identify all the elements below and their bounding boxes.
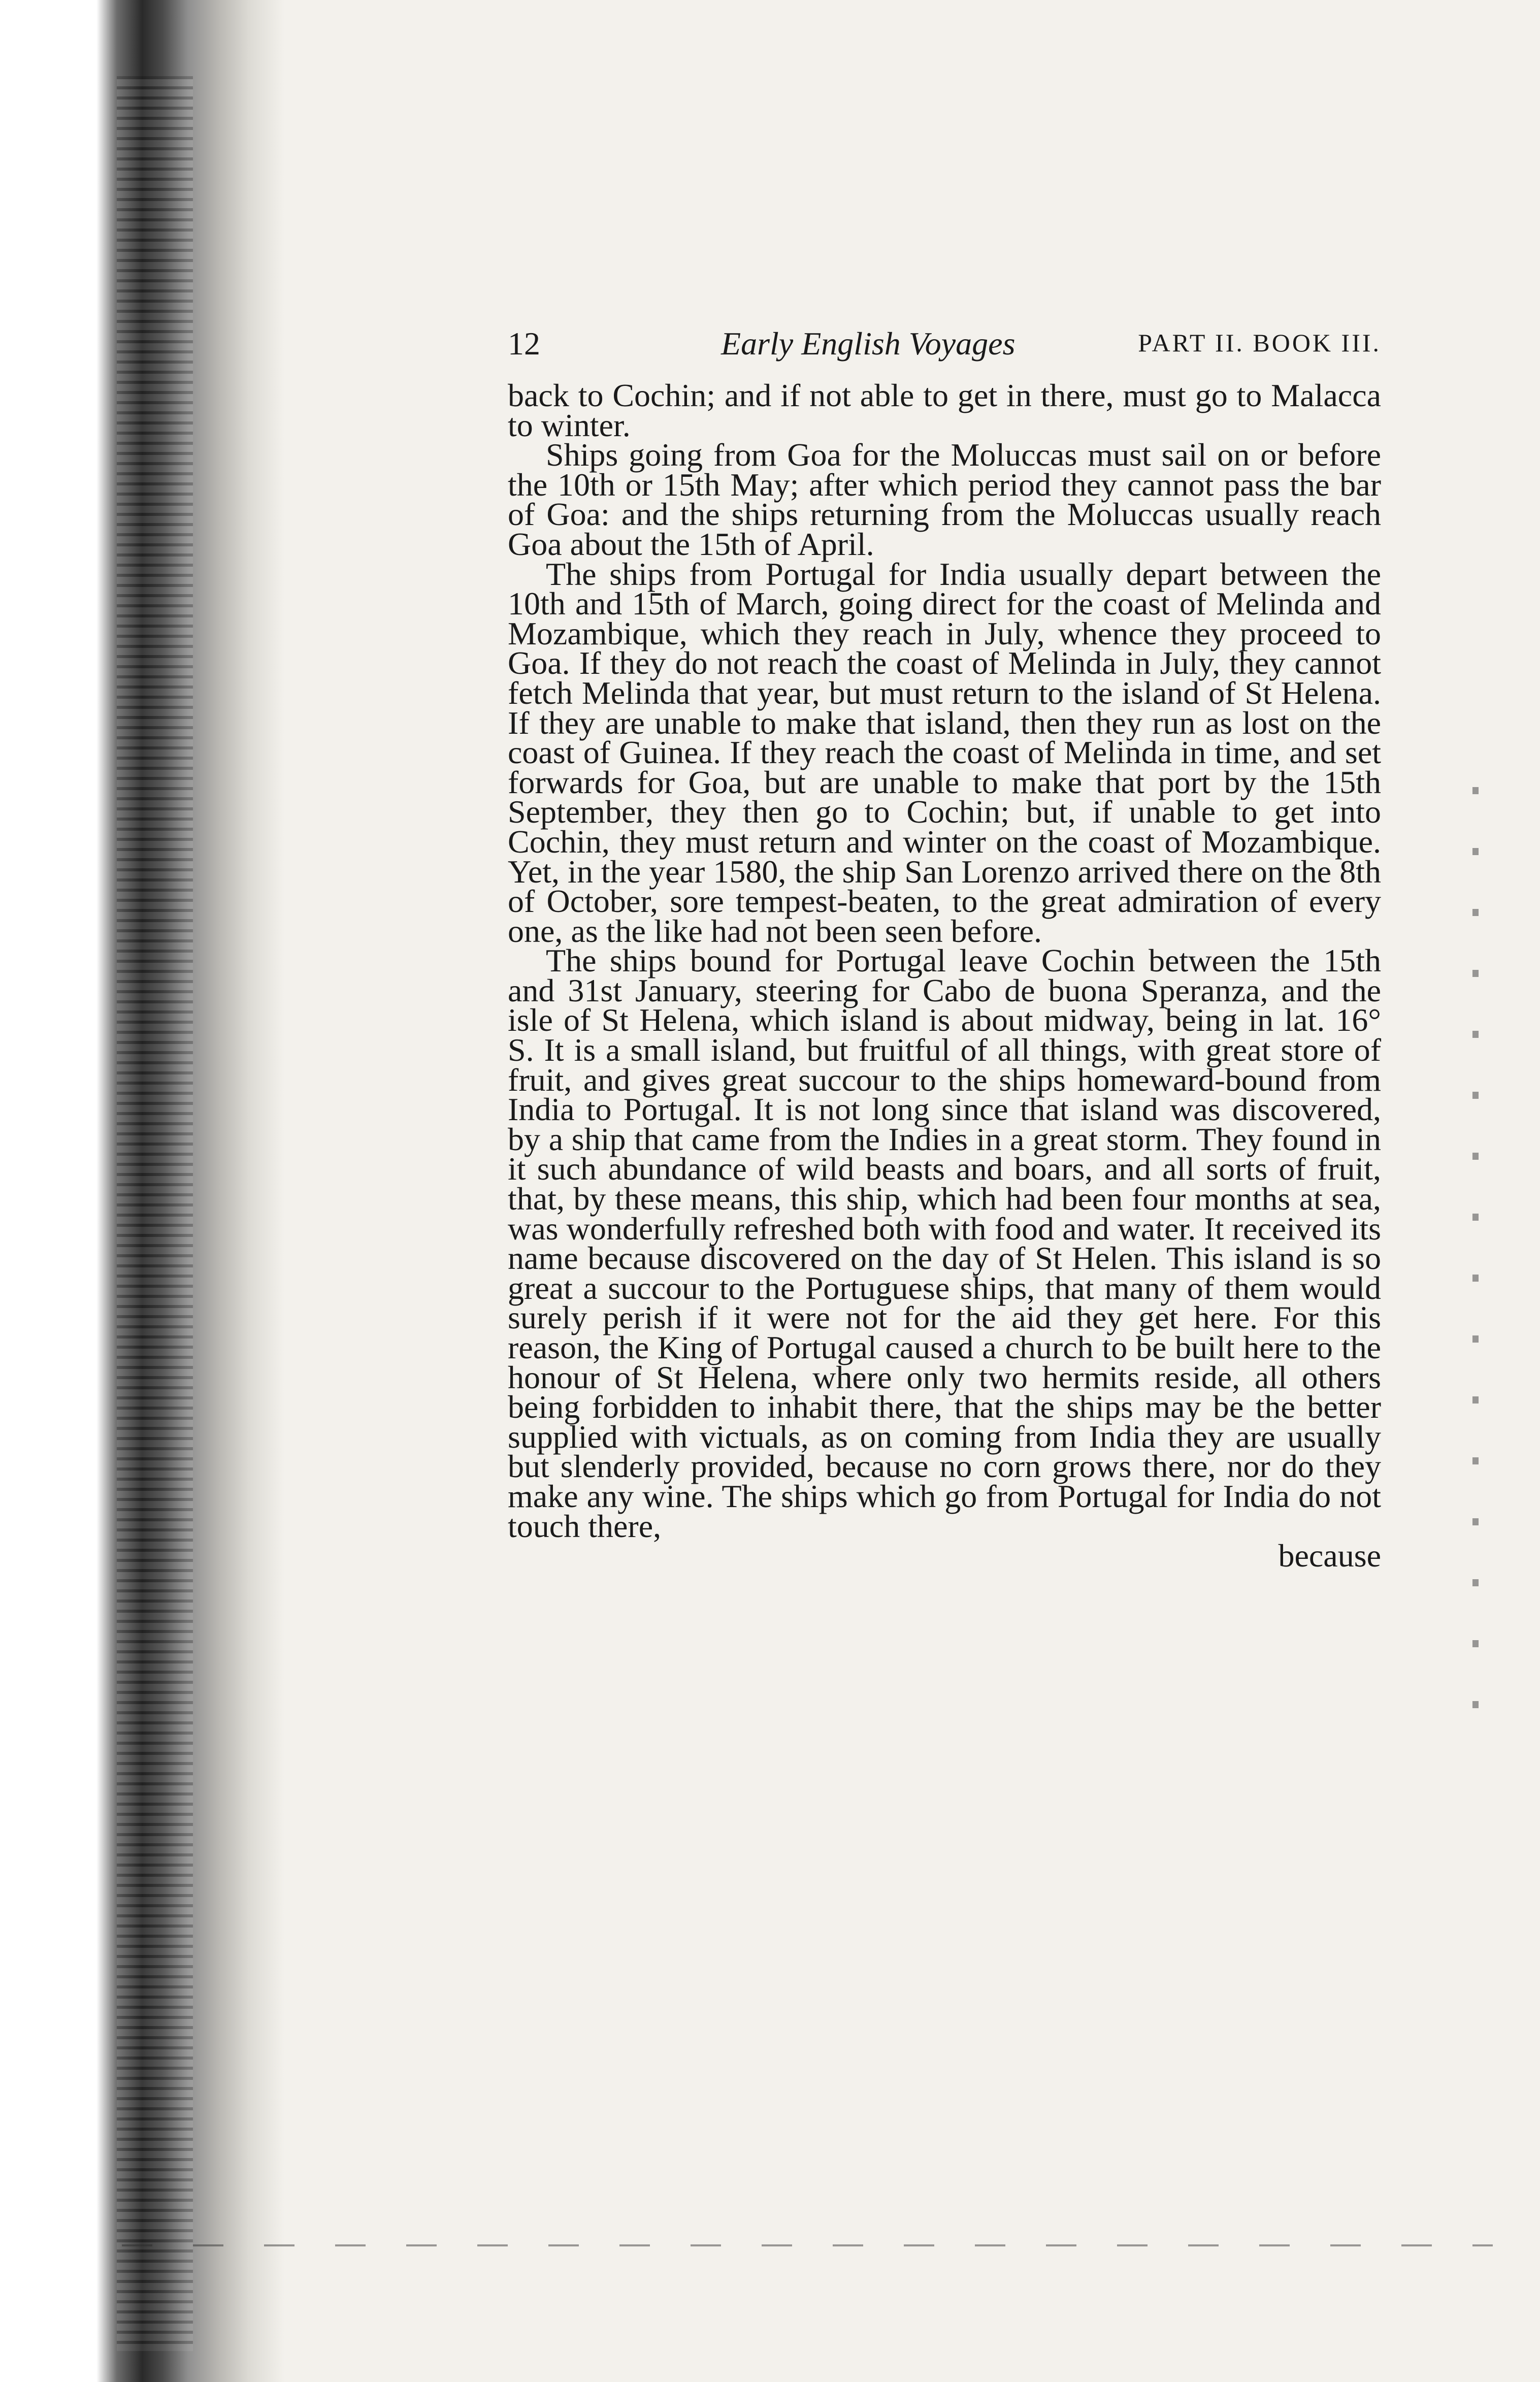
paragraph: Ships going from Goa for the Moluccas must sail on or before the 10th or 15th May; after which period they cannot pass the bar of Goa: and the ships returning from the Moluccas usually reach Goa about the 15th of April. (508, 437, 1381, 562)
catchword: because (1278, 1538, 1381, 1574)
binding-streaks (117, 76, 193, 2351)
part-book-label: PART II. BOOK III. (1138, 329, 1381, 357)
page-number: 12 (508, 325, 540, 362)
scan-bottom-marks (122, 2244, 1493, 2246)
running-title: Early English Voyages (721, 325, 1015, 362)
page-header (508, 315, 1381, 381)
paragraph: back to Cochin; and if not able to get in there, must go to Malacca to winter. (508, 377, 1381, 443)
book-page (508, 315, 1381, 1574)
body-text (508, 377, 1381, 1544)
paragraph: The ships from Portugal for India usually depart between the 10th and 15th of March, going direct for the coast of Melinda and Mozambique, which they reach in July, whence they proceed to Goa. If they do not reach the coast of Melinda in July, they cannot fetch Melinda that year, but must return to the island of St Helena. If they are unable to make that island, then they run as lost on the coast of Guinea. If they reach the coast of Melinda in time, and set forwards for Goa, but are unable to make that port by the 15th September, they then go to Cochin; but, if unable to get into Cochin, they must return and winter on the coast of Mozambique. Yet, in the year 1580, the ship San Lorenzo arrived there on the 8th of October, sore tempest-beaten, to the great admiration of every one, as the like had not been seen before. (508, 556, 1381, 949)
paragraph: The ships bound for Portugal leave Cochin between the 15th and 31st January, steering for Cabo de buona Speranza, and the isle of St Helena, which island is about midway, being in lat. 16° S. It is a small island, but fruitful of all things, with great store of fruit, and gives great succour to the ships homeward-bound from India to Portugal. It is not long since that island was discovered, by a ship that came from the Indies in a great storm. They found in it such abundance of wild beasts and boars, and all sorts of fruit, that, by these means, this ship, which had been four months at sea, was wonderfully refreshed both with food and water. It received its name because discovered on the day of St Helen. This island is so great a succour to the Portuguese ships, that many of them would surely perish if it were not for the aid they get here. For this reason, the King of Portugal caused a church to be built here to the honour of St Helena, where only two hermits reside, all others being forbidden to inhabit there, that the ships may be the better supplied with victuals, as on coming from India they are usually but slenderly provided, because no corn grows there, nor do they make any wine. The ships which go from Portugal for India do not touch there, (508, 942, 1381, 1544)
scan-specks (1472, 787, 1479, 1752)
